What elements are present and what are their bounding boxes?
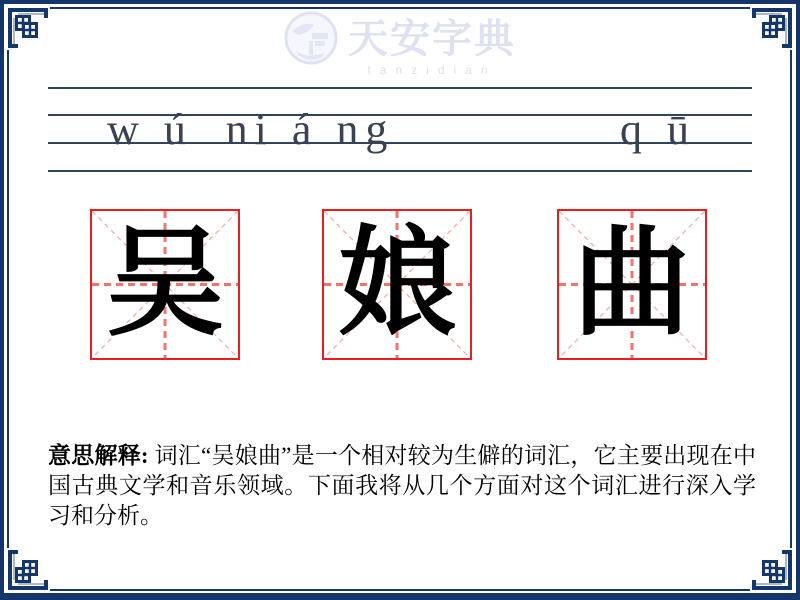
hanzi-character-2: 娘 bbox=[337, 218, 456, 350]
staff-line-4 bbox=[48, 170, 752, 172]
logo bbox=[0, 11, 800, 77]
pinyin-syllable-niang: ni á ng bbox=[225, 105, 395, 154]
hanzi-character-1: 吴 bbox=[105, 218, 224, 350]
seal-globe-icon bbox=[284, 11, 338, 65]
fret-pattern-icon bbox=[8, 550, 48, 590]
pinyin-syllable-qu: q ū bbox=[620, 105, 696, 154]
hanzi-box-1 bbox=[90, 209, 240, 360]
hanzi-character-3: 曲 bbox=[572, 218, 691, 350]
corner-ornament-bottom-left bbox=[6, 548, 50, 592]
hanzi-box-3 bbox=[557, 209, 707, 360]
hanzi-box-2 bbox=[322, 209, 472, 360]
logo-subtitle: tanzidian bbox=[367, 63, 497, 77]
logo-title: 天安字典 bbox=[348, 16, 516, 61]
fret-pattern-icon bbox=[752, 550, 792, 590]
pinyin-syllable-wu: w ú bbox=[107, 105, 193, 154]
logo-text bbox=[348, 16, 516, 77]
explanation-text: 词汇“吴娘曲”是一个相对较为生僻的词汇，它主要出现在中国古典文学和音乐领域。下面我将从几个方面对这个词汇进行深入学习和分析。 bbox=[48, 443, 756, 528]
explanation-label: 意思解释: bbox=[48, 443, 149, 468]
explanation-paragraph bbox=[48, 441, 756, 531]
staff-line-1 bbox=[48, 87, 752, 89]
corner-ornament-bottom-right bbox=[750, 548, 794, 592]
